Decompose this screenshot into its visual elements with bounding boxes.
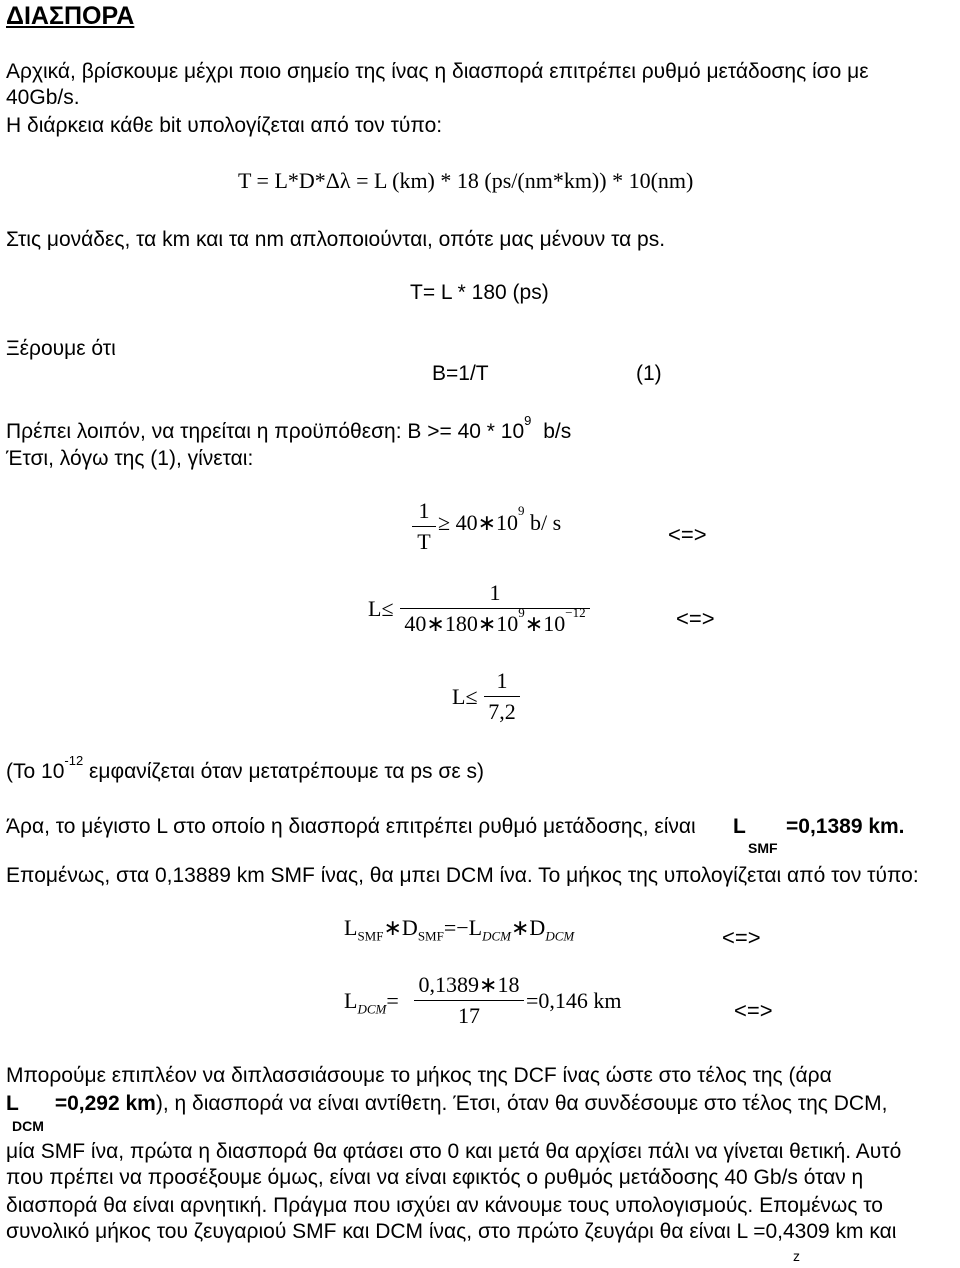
- eq4-expression: [344, 915, 574, 944]
- eq4-equivalence: <=>: [722, 925, 761, 950]
- eq2-numerator: 1: [489, 580, 501, 605]
- eq2-fraction-bar: [400, 608, 590, 609]
- eq4-D: ∗D: [383, 915, 418, 940]
- eq2-equivalence: <=>: [676, 606, 715, 631]
- result-line: [6, 815, 696, 839]
- eq5-denominator: 17: [458, 1003, 480, 1028]
- intro-line-3: Η διάρκεια κάθε bit υπολογίζεται από τον τύπο:: [6, 114, 443, 137]
- page-title: ΔΙΑΣΠΟΡΑ: [6, 2, 135, 30]
- eq3-fraction-bar: [484, 696, 520, 697]
- condition-exponent: 9: [524, 413, 532, 428]
- final-L-value: =0,292 km: [54, 1092, 156, 1115]
- final-z-subscript: z: [793, 1248, 800, 1264]
- eq2-exponent-b: −12: [565, 605, 586, 620]
- final-line-2-rest: ), η διασπορά να είναι αντίθετη. Έτσι, όταν θα συνδέσουμε στο τέλος της DCM,: [155, 1092, 888, 1115]
- eq4-sub-2: SMF: [417, 928, 444, 944]
- note-suffix: εμφανίζεται όταν μετατρέπουμε τα ps σε s): [83, 760, 485, 783]
- eq4-L: L: [344, 915, 358, 940]
- eq5-rhs: =0,146 km: [526, 988, 622, 1013]
- eq4-D2: ∗D: [511, 915, 546, 940]
- eq3-lhs: L≤: [452, 684, 478, 709]
- eq2-exponent-a: 9: [518, 605, 525, 620]
- intro-line-2: 40Gb/s.: [6, 86, 80, 109]
- eq5-L: L: [344, 988, 358, 1013]
- final-line-2: [6, 1092, 887, 1116]
- eq2-denominator: [400, 605, 590, 637]
- intro-line-1: Αρχικά, βρίσκουμε μέχρι ποιο σημείο της ίνας η διασπορά επιτρέπει ρυθμό μετάδοσης ίσο με: [6, 60, 869, 83]
- formula-T: T= L * 180 (ps): [410, 281, 549, 304]
- condition-line: [6, 413, 572, 444]
- eq1-exponent: 9: [518, 503, 525, 518]
- final-L: L: [6, 1092, 19, 1115]
- eq1-rhs-value: ≥ 40∗10: [438, 510, 519, 535]
- eq5-fraction-bar: [414, 1000, 524, 1001]
- eq2-denominator-a: 40∗180∗10: [404, 611, 519, 636]
- formula-B: B=1/T: [432, 362, 489, 385]
- eq5-equals: =: [386, 988, 399, 1013]
- eq1-denominator: T: [417, 529, 431, 554]
- eq4-sub-3: DCM: [482, 928, 511, 944]
- eq1-unit: b/ s: [530, 510, 562, 535]
- eq2-denominator-b: ∗10: [524, 611, 566, 636]
- result-subscript: SMF: [748, 840, 778, 856]
- eq2-lhs: L≤: [368, 596, 394, 621]
- condition-unit: b/s: [543, 420, 572, 443]
- eq1-fraction: [412, 498, 436, 555]
- eq5-sub: DCM: [357, 1001, 387, 1017]
- eq1-fraction-bar: [412, 526, 436, 527]
- eq1-equivalence: <=>: [668, 522, 707, 547]
- known-label: Ξέρουμε ότι: [6, 337, 116, 360]
- final-L-subscript: DCM: [12, 1118, 44, 1134]
- eq1-rhs: [438, 503, 562, 535]
- condition-text: Πρέπει λοιπόν, να τηρείται η προϋπόθεση: B >= 40 * 10: [6, 420, 525, 443]
- note-exponent: -12: [64, 753, 84, 768]
- eq3-fraction: [484, 668, 520, 725]
- eq5-fraction: [414, 972, 524, 1029]
- final-line-5: διασπορά θα είναι αρνητική. Πράγμα που ισχύει αν κάνουμε τους υπολογισμούς. Επομένως το: [6, 1194, 883, 1217]
- eq4-equals: =−L: [443, 915, 483, 940]
- formula-duration: T = L*D*Δλ = L (km) * 18 (ps/(nm*km)) * 10(nm): [238, 168, 694, 193]
- eq5-equivalence: <=>: [734, 998, 773, 1023]
- result-text: Άρα, το μέγιστο L στο οποίο η διασπορά επιτρέπει ρυθμό μετάδοσης, είναι: [6, 815, 696, 838]
- note-line: [6, 753, 485, 784]
- units-paragraph: Στις μονάδες, τα km και τα nm απλοποιούνται, οπότε μας μένουν τα ps.: [6, 228, 666, 251]
- note-prefix: (Το 10: [6, 760, 65, 783]
- eq2-fraction: [400, 580, 590, 637]
- formula-ref-1: (1): [636, 362, 662, 385]
- final-line-6: συνολικό μήκος του ζευγαριού SMF και DCM ίνας, στο πρώτο ζευγάρι θα είναι L =0,4309 km και: [6, 1220, 897, 1243]
- result-value: =0,1389 km.: [786, 815, 905, 838]
- eq4-sub-4: DCM: [545, 928, 575, 944]
- final-line-1: Μπορούμε επιπλέον να διπλασσιάσουμε το μήκος της DCF ίνας ώστε στο τέλος της (άρα: [6, 1064, 832, 1087]
- eq3-denominator: 7,2: [488, 699, 516, 724]
- dcm-paragraph: Επομένως, στα 0,13889 km SMF ίνας, θα μπει DCM ίνα. Το μήκος της υπολογίζεται από τον τύπο:: [6, 864, 919, 887]
- eq3-numerator: 1: [496, 668, 508, 693]
- eq5-numerator: 0,1389∗18: [418, 972, 520, 997]
- eq1-numerator: 1: [418, 498, 430, 523]
- final-line-3: μία SMF ίνα, πρώτα η διασπορά θα φτάσει στο 0 και μετά θα αρχίσει πάλι να γίνεται θετική. Αυτό: [6, 1140, 902, 1163]
- thus-line: Έτσι, λόγω της (1), γίνεται:: [6, 447, 254, 470]
- eq4-sub-1: SMF: [357, 928, 384, 944]
- result-L: L: [733, 815, 746, 838]
- eq5-lhs: [344, 988, 399, 1017]
- final-line-4: που πρέπει να προσέξουμε όμως, είναι να είναι εφικτός ο ρυθμός μετάδοσης 40 Gb/s όταν η: [6, 1166, 864, 1189]
